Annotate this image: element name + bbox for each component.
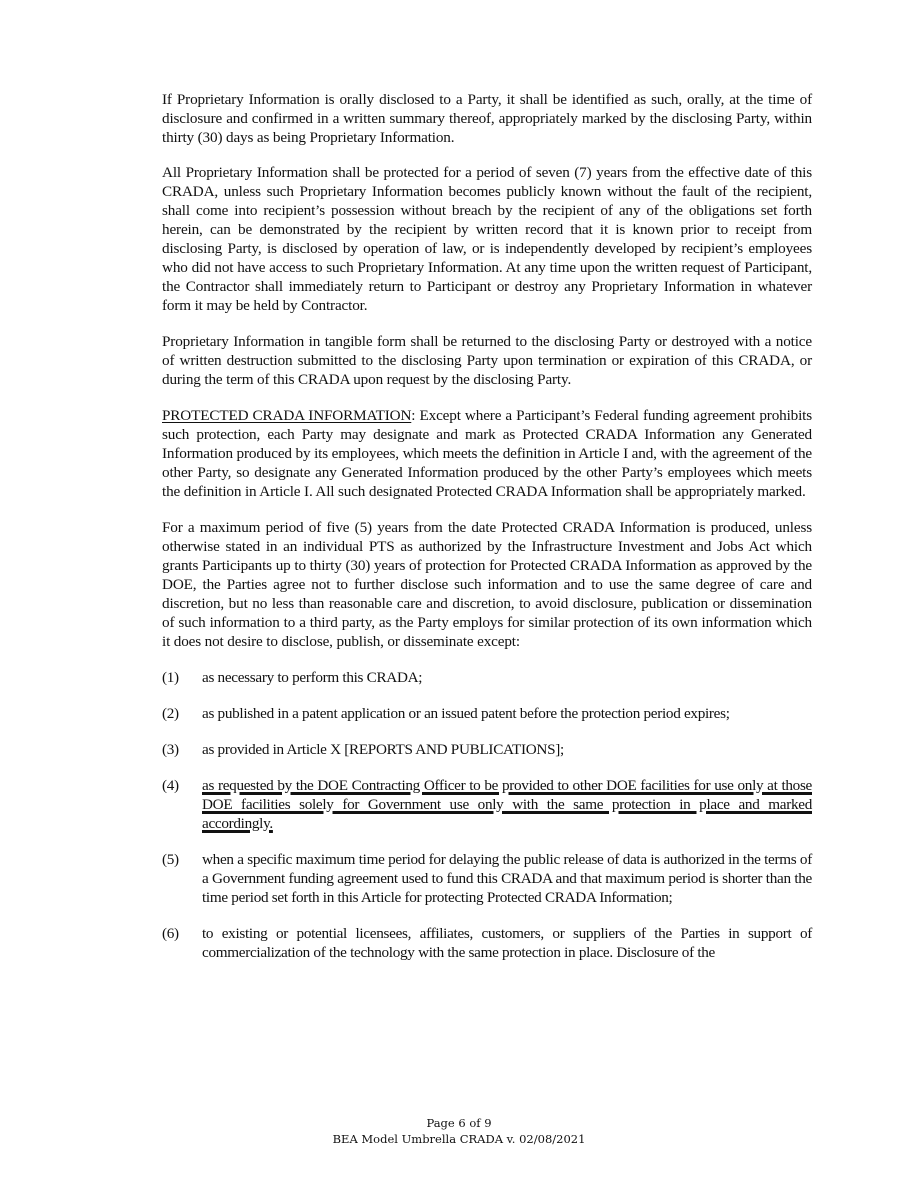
list-item-number: (3) bbox=[162, 741, 179, 758]
list-item bbox=[162, 704, 812, 723]
list-item-number: (2) bbox=[162, 705, 179, 722]
paragraph-oral-disclosure: If Proprietary Information is orally disclosed to a Party, it shall be identified as such, orally, at the time of disclosure and confirmed in a written summary thereof, appropriately marked by the disclosing Party, within thirty (30) days as being Proprietary Information. bbox=[162, 91, 812, 146]
list-item-text: as necessary to perform this CRADA; bbox=[202, 669, 423, 686]
list-item-text: as published in a patent application or an issued patent before the protection period expires; bbox=[202, 705, 730, 722]
page-number: Page 6 of 9 bbox=[426, 1116, 492, 1130]
list-item-number: (5) bbox=[162, 851, 179, 868]
paragraph-five-year-protection: For a maximum period of five (5) years from the date Protected CRADA Information is produced, unless otherwise stated in an individual PTS as authorized by the Infrastructure Investment and Jobs Act which grants Participants up to thirty (30) years of protection for Protected CRADA Information as approved by the DOE, the Parties agree not to further disclose such information and to use the same degree of care and discretion, but no less than reasonable care and discretion, to avoid disclosure, publication or dissemination of such information to a third party, as the Party employs for similar protection of its own information which it does not desire to disclose, publish, or disseminate except: bbox=[162, 519, 812, 650]
list-item bbox=[162, 850, 812, 907]
list-item-number: (6) bbox=[162, 925, 179, 942]
list-item-text: to existing or potential licensees, affiliates, customers, or suppliers of the Parties in support of commercialization of the technology with the same protection in place. Disclosure of the bbox=[202, 925, 812, 961]
list-item bbox=[162, 924, 812, 962]
list-item-number: (4) bbox=[162, 777, 179, 794]
section-body-protected-crada-information: : Except where a Participant’s Federal funding agreement prohibits such protection, each Party may designate and mark as Protected CRADA Information any Generated Information produced by its employees, which meets the definition in Article I and, with the agreement of the other Party, so designate any Generated Information produced by the other Party’s employees which meets the definition in Article I. All such designated Protected CRADA Information shall be appropriately marked. bbox=[162, 407, 813, 500]
document-version-title: BEA Model Umbrella CRADA v. 02/08/2021 bbox=[332, 1132, 586, 1146]
list-item bbox=[162, 740, 812, 759]
list-item-text: as provided in Article X [REPORTS AND PUBLICATIONS]; bbox=[202, 741, 564, 758]
paragraph-tangible-form: Proprietary Information in tangible form shall be returned to the disclosing Party or destroyed with a notice of written destruction submitted to the disclosing Party upon termination or expiration of this CRADA, or during the term of this CRADA upon request by the disclosing Party. bbox=[162, 333, 812, 388]
list-item-number: (1) bbox=[162, 669, 179, 686]
list-item-text-underlined: as requested by the DOE Contracting Officer to be provided to other DOE facilities for use only at those DOE facilities solely for Government use only with the same protection in place and marked accordingly. bbox=[202, 777, 812, 832]
section-heading-protected-crada-information: PROTECTED CRADA INFORMATION bbox=[162, 407, 412, 424]
exceptions-list bbox=[162, 668, 812, 962]
list-item-text: when a specific maximum time period for delaying the public release of data is authorized in the terms of a Government funding agreement used to fund this CRADA and that maximum period is shorter than the time period set forth in this Article for protecting Protected CRADA Information; bbox=[202, 851, 812, 906]
paragraph-protected-crada-information bbox=[162, 406, 812, 501]
page-footer bbox=[0, 1115, 918, 1147]
paragraph-protection-period: All Proprietary Information shall be protected for a period of seven (7) years from the effective date of this CRADA, unless such Proprietary Information becomes publicly known without the fault of the recipient, shall come into recipient’s possession without breach by the recipient of any of the obligations set forth herein, can be demonstrated by the recipient by written record that it is known prior to receipt from disclosing Party, is disclosed by operation of law, or is independently developed by recipient’s employees who did not have access to such Proprietary Information. At any time upon the written request of Participant, the Contractor shall immediately return to Participant or destroy any Proprietary Information in whatever form it may be held by Contractor. bbox=[162, 164, 812, 314]
list-item bbox=[162, 668, 812, 687]
document-page bbox=[162, 90, 812, 979]
list-item bbox=[162, 776, 812, 833]
